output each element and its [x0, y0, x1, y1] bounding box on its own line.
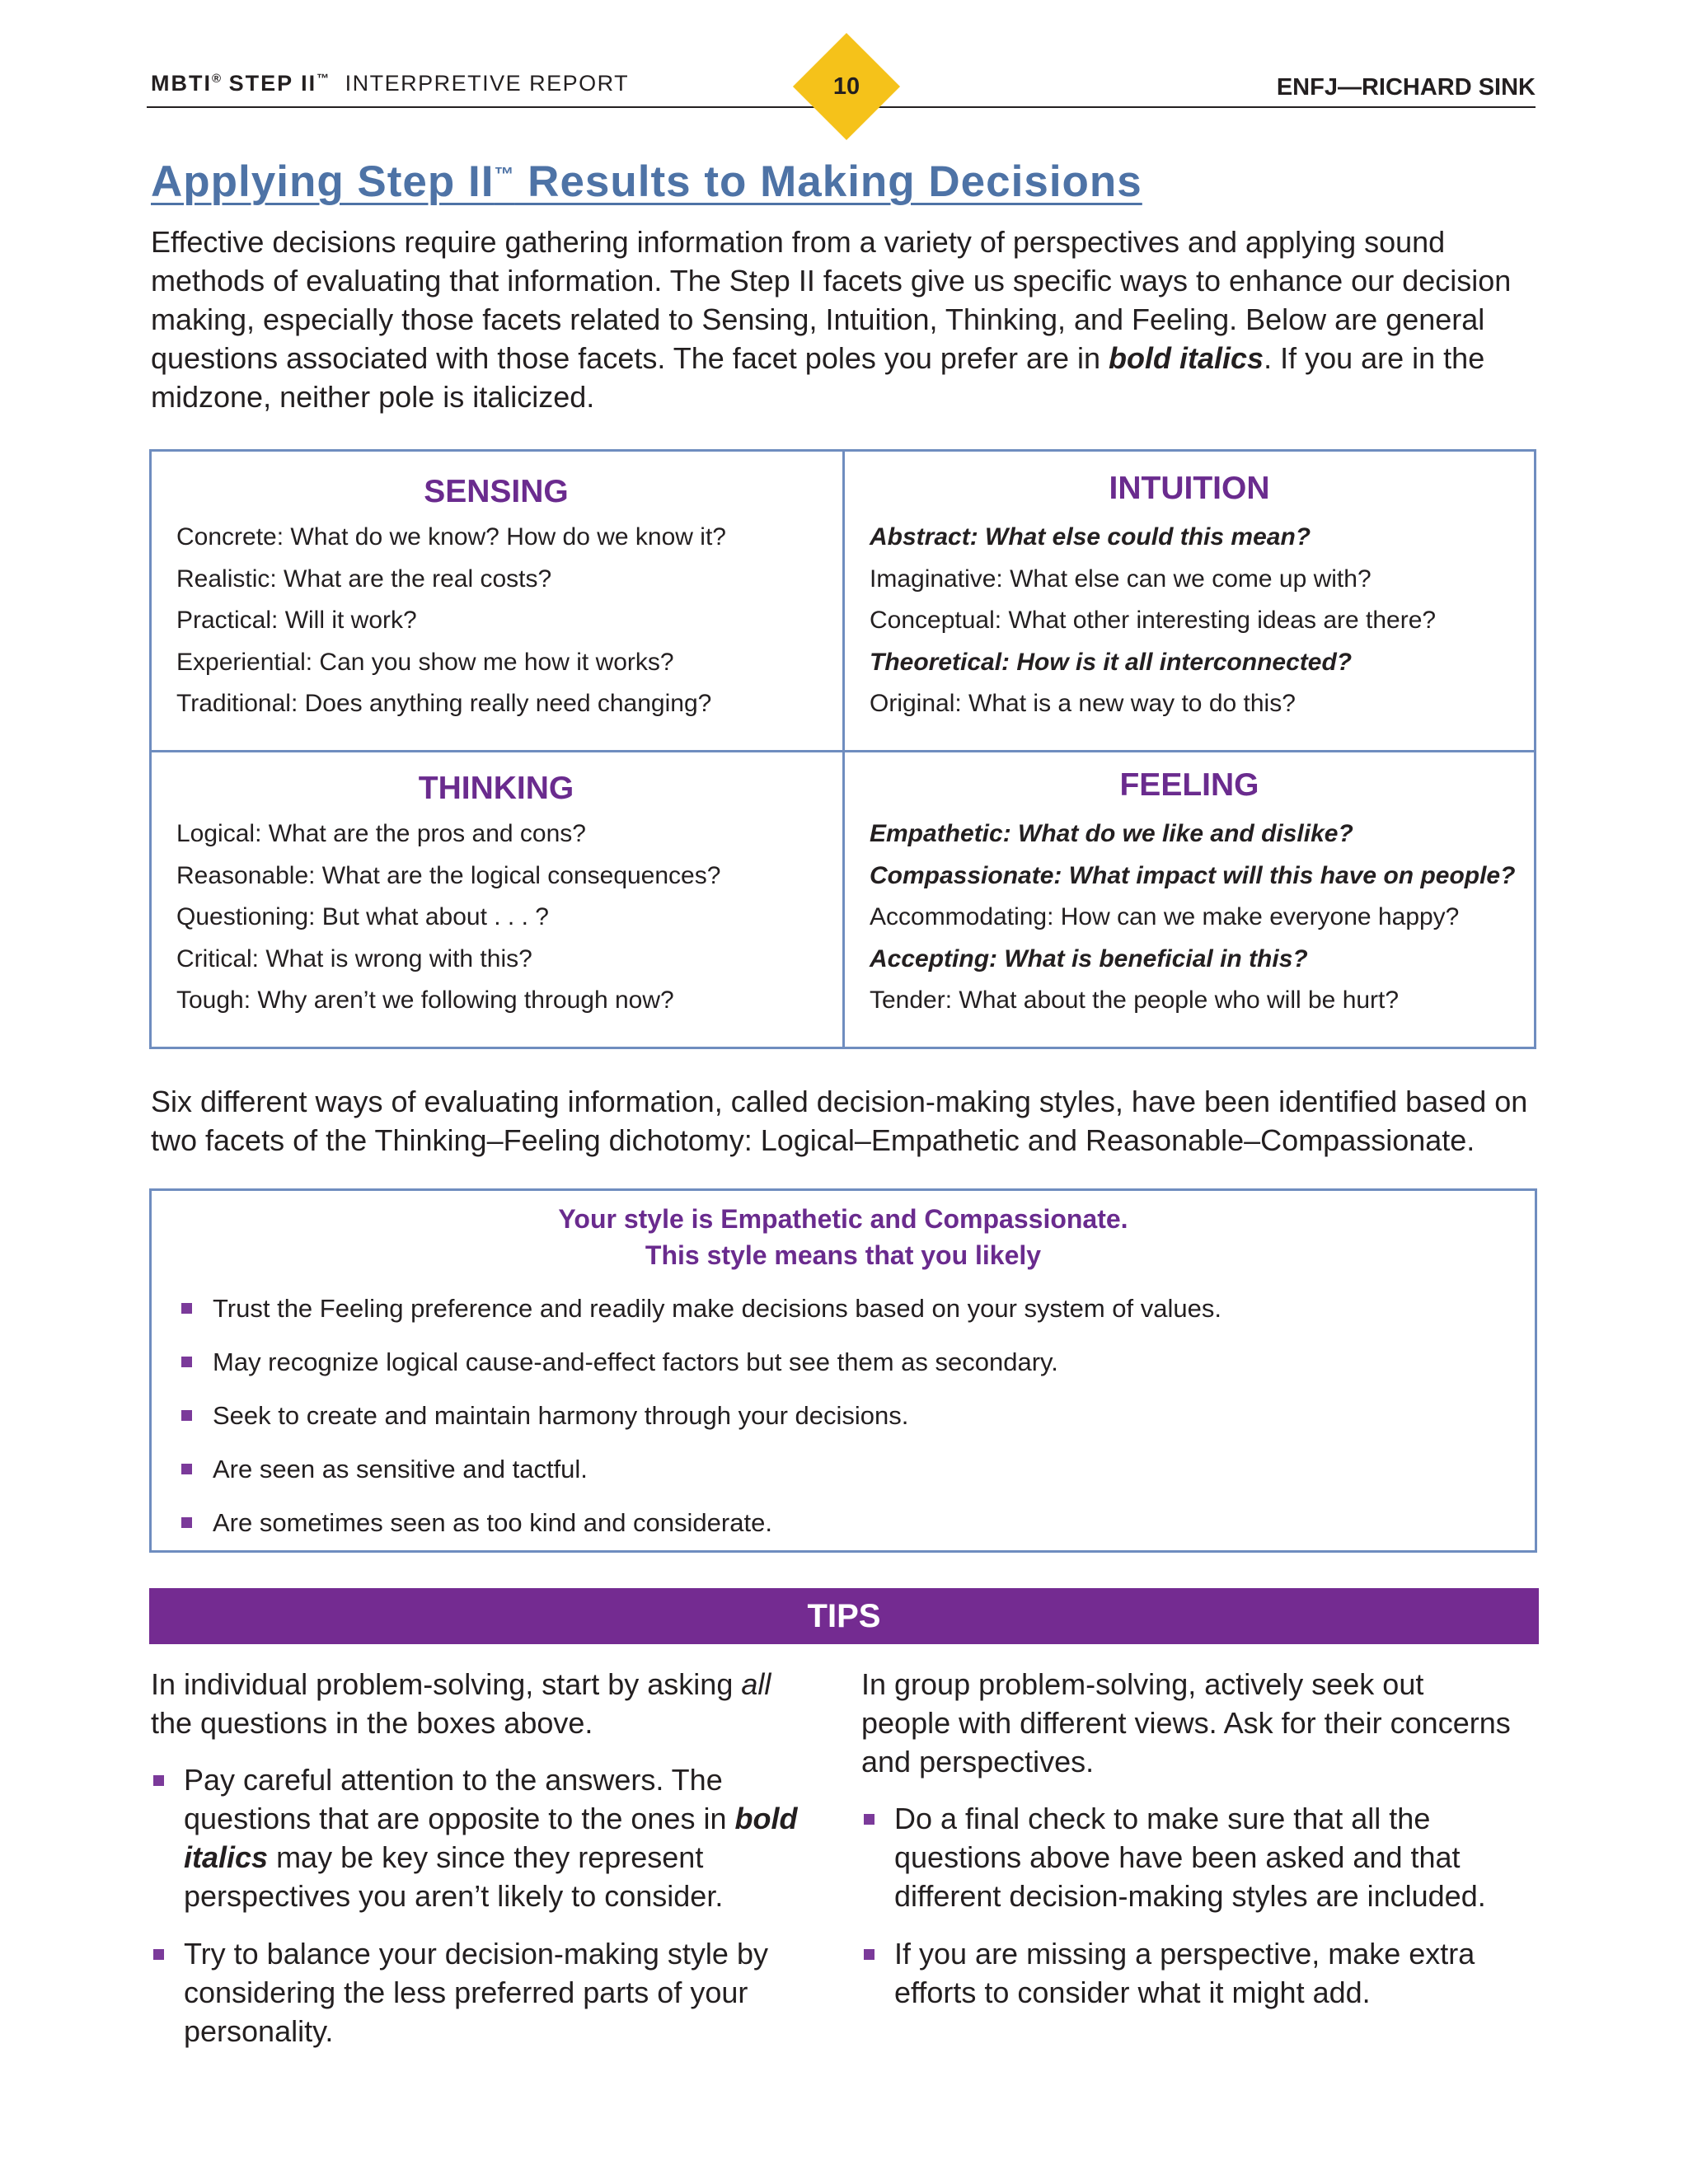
sensing-heading: SENSING [424, 474, 569, 509]
sensing-question: Practical: Will it work? [176, 607, 417, 634]
sensing-question: Realistic: What are the real costs? [176, 565, 552, 593]
style-trait-item [181, 1442, 1535, 1496]
style-trait-item [181, 1282, 1535, 1335]
sensing-question: Concrete: What do we know? How do we know it? [176, 523, 726, 551]
thinking-question: Tough: Why aren’t we following through now? [176, 987, 674, 1014]
tip-text: If you are missing a perspective, make extra efforts to consider what it might add. [894, 1937, 1475, 2009]
feeling-heading: FEELING [1119, 767, 1259, 803]
square-bullet-icon [181, 1464, 192, 1474]
intuition-question-preferred: Theoretical: How is it all interconnected? [870, 648, 1353, 676]
style-trait-text: Seek to create and maintain harmony through your decisions. [213, 1401, 909, 1430]
decision-styles-paragraph: Six different ways of evaluating information, called decision-making styles, have been identified based on two facets of the Thinking–Feeling dichotomy: Logical–Empathetic and Reasonable–Compassionate. [151, 1085, 1528, 1157]
registered-mark: ® [211, 72, 223, 86]
square-bullet-icon [181, 1517, 192, 1528]
trademark-mark: ™ [316, 72, 331, 86]
feeling-cell [845, 769, 1534, 1022]
tips-left-intro-text-1: In individual problem-solving, start by asking [151, 1667, 742, 1701]
square-bullet-icon [181, 1410, 192, 1421]
page-title [151, 157, 1142, 207]
intuition-question: Original: What is a new way to do this? [870, 690, 1296, 717]
style-trait-item [181, 1389, 1535, 1442]
tip-text: may be key since they represent perspectives you aren’t likely to consider. [184, 1840, 724, 1913]
tips-right-list [861, 1799, 1521, 2012]
feeling-question: Accommodating: How can we make everyone happy? [870, 903, 1460, 930]
tip-item [151, 1934, 810, 2050]
style-trait-item [181, 1496, 1535, 1549]
square-bullet-icon [153, 1775, 164, 1786]
tips-left-column [151, 1665, 810, 2069]
tips-right-intro: In group problem-solving, actively seek out people with different views. Ask for their concerns and perspectives. [861, 1667, 1511, 1779]
square-bullet-icon [181, 1303, 192, 1314]
grid-horizontal-divider [152, 750, 1534, 752]
sensing-cell [152, 472, 841, 725]
intro-bold-italic: bold italics [1109, 341, 1264, 375]
intro-paragraph [151, 223, 1544, 416]
thinking-cell [152, 769, 841, 1022]
square-bullet-icon [153, 1949, 164, 1960]
thinking-heading: THINKING [418, 771, 574, 806]
tip-bold-italic: bold italics [184, 1802, 798, 1874]
report-header-left [151, 71, 629, 96]
intuition-heading: INTUITION [1109, 471, 1270, 506]
tip-text: Try to balance your decision-making style by considering the less preferred parts of your personality. [184, 1937, 768, 2048]
feeling-question-preferred: Compassionate: What impact will this have on people? [870, 861, 1516, 889]
report-type-label: INTERPRETIVE REPORT [345, 71, 630, 96]
square-bullet-icon [181, 1357, 192, 1367]
tip-item [151, 1760, 810, 1915]
tips-left-intro-italic: all [741, 1667, 771, 1701]
page-number-badge [793, 33, 900, 140]
facet-questions-grid [149, 449, 1536, 1049]
intuition-question: Imaginative: What else can we come up with? [870, 565, 1372, 593]
tips-left-intro-text-2: the questions in the boxes above. [151, 1706, 593, 1740]
square-bullet-icon [864, 1814, 874, 1825]
tips-right-column [861, 1665, 1521, 2031]
style-traits-list [152, 1282, 1535, 1549]
brand-label: MBTI [151, 71, 212, 96]
square-bullet-icon [864, 1949, 874, 1960]
sensing-question: Experiential: Can you show me how it works? [176, 648, 674, 676]
feeling-question: Tender: What about the people who will be hurt? [870, 987, 1400, 1014]
style-box-title [152, 1201, 1535, 1273]
intuition-question-preferred: Abstract: What else could this mean? [870, 523, 1311, 551]
intuition-question: Conceptual: What other interesting ideas are there? [870, 607, 1437, 634]
thinking-question: Logical: What are the pros and cons? [176, 820, 586, 847]
tip-text: Pay careful attention to the answers. The questions that are opposite to the ones in [184, 1763, 735, 1835]
tips-heading-bar: TIPS [149, 1588, 1539, 1644]
sensing-question: Traditional: Does anything really need changing? [176, 690, 712, 717]
thinking-question: Critical: What is wrong with this? [176, 944, 532, 972]
feeling-question-preferred: Empathetic: What do we like and dislike? [870, 820, 1353, 847]
tips-left-intro [151, 1665, 810, 1742]
style-trait-text: Trust the Feeling preference and readily make decisions based on your system of values. [213, 1294, 1221, 1323]
thinking-question: Questioning: But what about . . . ? [176, 903, 549, 930]
report-subject: ENFJ—RICHARD SINK [1276, 74, 1536, 101]
style-box-title-line-1: Your style is Empathetic and Compassionate. [558, 1204, 1128, 1234]
style-box-title-line-2: This style means that you likely [645, 1240, 1042, 1270]
step-label: STEP II [228, 71, 317, 96]
tip-text: Do a final check to make sure that all the questions above have been asked and that different decision-making styles are included. [894, 1802, 1486, 1913]
thinking-question: Reasonable: What are the logical consequences? [176, 861, 721, 889]
intro-text-2: . If you are in the midzone, neither pole is italicized. [151, 341, 1485, 414]
style-trait-text: Are seen as sensitive and tactful. [213, 1455, 588, 1483]
intro-text-1: Effective decisions require gathering information from a variety of perspectives and applying sound methods of evaluating that information. The Step II facets give us specific ways to enhance our decision making, especially those facets related to Sensing, Intuition, Thinking, and Feeling. Below are general questions associated with those facets. The facet poles you prefer are in [151, 225, 1512, 375]
tip-item [861, 1799, 1521, 1915]
tips-left-list [151, 1760, 810, 2050]
style-trait-text: May recognize logical cause-and-effect factors but see them as secondary. [213, 1347, 1058, 1376]
decision-style-box [149, 1188, 1537, 1553]
style-trait-text: Are sometimes seen as too kind and considerate. [213, 1508, 772, 1537]
intuition-cell [845, 472, 1534, 725]
title-part-2: Results to Making Decisions [514, 157, 1142, 206]
style-trait-item [181, 1335, 1535, 1389]
title-trademark: ™ [494, 163, 515, 186]
title-part-1: Applying Step II [151, 157, 495, 206]
tip-item [861, 1934, 1521, 2012]
page-number: 10 [832, 73, 860, 100]
feeling-question-preferred: Accepting: What is beneficial in this? [870, 944, 1308, 972]
